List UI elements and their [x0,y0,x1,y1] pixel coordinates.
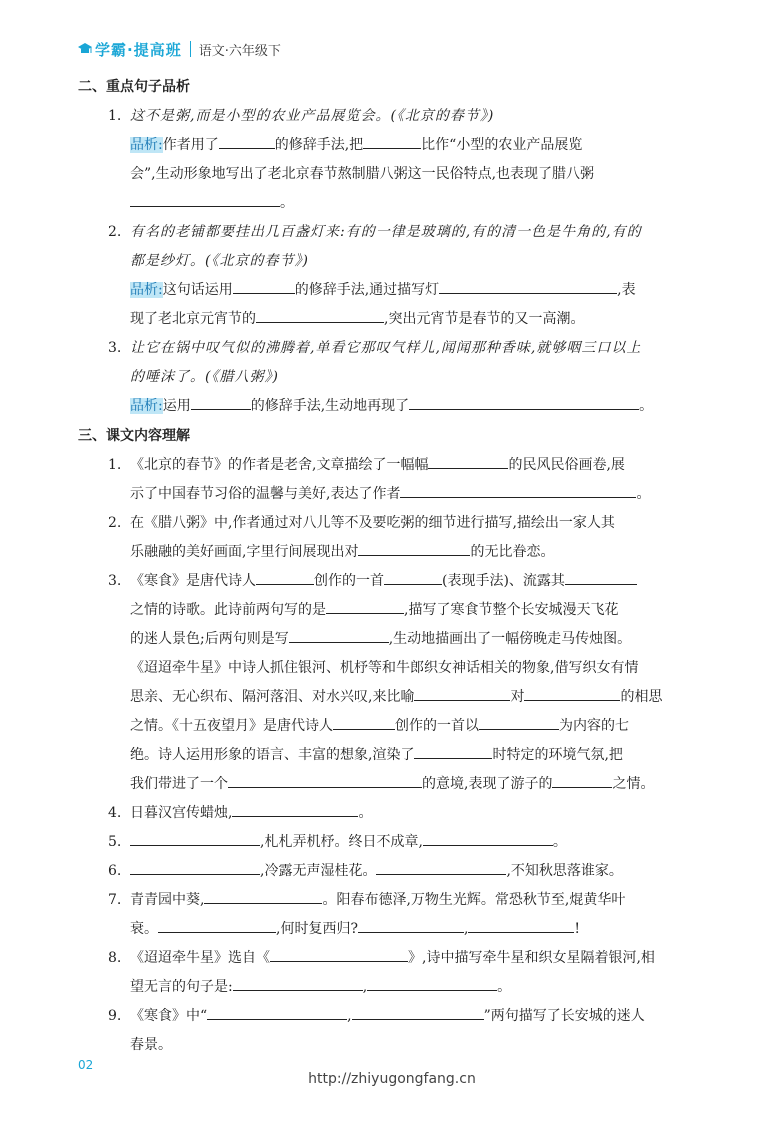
text: , [463,921,469,937]
answer-blank[interactable] [479,715,559,730]
text: 运用 [162,398,191,414]
text: ,突出元宵节是春节的又一高潮。 [384,311,585,327]
question-number: 2. [108,515,122,531]
text: 之情。 [612,776,655,792]
text: 。 [552,834,567,850]
text: 春景。 [130,1037,172,1053]
text: 思亲、无心织布、隔河落泪、对水兴叹,来比喻 [130,689,415,705]
answer-blank[interactable] [333,715,395,730]
answer-blank[interactable] [130,192,280,207]
page-header [78,38,281,60]
text: 青青园中葵, [130,892,205,908]
question-continuation [78,480,718,509]
answer-blank[interactable] [524,686,620,701]
analysis-line [78,392,718,421]
text: 时特定的环境气氛,把 [492,747,623,763]
answer-blank[interactable] [130,831,260,846]
answer-blank[interactable] [358,541,470,556]
text: ,何时复西归? [276,921,358,937]
text: 《迢迢牵牛星》中诗人抓住银河、机杼等和牛郎织女神话相关的物象,借写织女有情 [130,660,639,676]
question-number: 5. [108,834,122,850]
quote-text: 这不是粥,而是小型的农业产品展览会。(《北京的春节》) [130,108,495,124]
analysis-line [78,131,718,160]
answer-blank[interactable] [289,628,389,643]
answer-blank[interactable] [423,831,553,846]
question-number: 7. [108,892,122,908]
question-s3-5 [78,828,718,857]
question-continuation [78,712,718,741]
question-continuation [78,770,718,799]
text: 》,诗中描写牵牛星和织女星隔着银河,相 [408,950,655,966]
answer-blank[interactable] [358,918,464,933]
question-continuation [78,538,718,567]
question-s3-6 [78,857,718,886]
text: 《北京的春节》的作者是老舍,文章描绘了一幅幅 [130,457,429,473]
text: 创作的一首以 [395,718,479,734]
answer-blank[interactable] [428,454,508,469]
quote-text: 的唾沫了。(《腊八粥》) [130,369,279,385]
question-number: 9. [108,1008,122,1024]
question-number: 4. [108,805,122,821]
question-s3-1 [78,451,718,480]
text: 。 [639,398,654,414]
answer-blank[interactable] [256,308,384,323]
text: 这句话运用 [162,282,233,298]
text: ,表 [617,282,636,298]
question-number: 2. [108,224,122,240]
question-number: 8. [108,950,122,966]
brand-title: 学霸·提高班 [95,40,182,59]
text: 。 [497,979,512,995]
question-s3-8 [78,944,718,973]
text: 《迢迢牵牛星》选自《 [130,950,270,966]
section-title-2: 二、重点句子品析 [78,79,190,95]
answer-blank[interactable] [191,395,251,410]
answer-blank[interactable] [158,918,276,933]
analysis-label: 品析: [130,282,163,298]
text: 对 [510,689,525,705]
question-continuation [78,596,718,625]
question-continuation [78,683,718,712]
footer-url[interactable]: http://zhiyugongfang.cn [308,1071,476,1087]
analysis-line [78,189,718,218]
text: 。阳春布德泽,万物生光辉。常恐秋节至,焜黄华叶 [322,892,626,908]
quote-continuation [78,363,718,392]
text: 会”,生动形象地写出了老北京春节熬制腊八粥这一民俗特点,也表现了腊八粥 [130,166,595,182]
quote-continuation [78,247,718,276]
text: 的修辞手法,生动地再现了 [250,398,410,414]
question-number: 1. [108,108,122,124]
question-continuation [78,741,718,770]
answer-blank[interactable] [376,860,506,875]
text: , [362,979,368,995]
text: 《寒食》是唐代诗人 [130,573,256,589]
question-s3-3 [78,567,718,596]
answer-blank[interactable] [384,570,442,585]
text: ,描写了寒食节整个长安城漫天飞花 [404,602,619,618]
text: 比作“小型的农业产品展览 [421,137,583,153]
analysis-line [78,276,718,305]
text: 《寒食》中“ [130,1008,208,1024]
question-continuation [78,973,718,1002]
question-number: 3. [108,340,122,356]
answer-blank[interactable] [204,889,322,904]
text: 之情的诗歌。此诗前两句写的是 [130,602,326,618]
text: ,札札弄机杼。终日不成章, [260,834,423,850]
analysis-line [78,305,718,334]
question-s3-9 [78,1002,718,1031]
subject-label: 语文·六年级下 [198,43,281,59]
answer-blank[interactable] [232,802,358,817]
text: ,冷露无声湿桂花。 [260,863,377,879]
text: 日暮汉宫传蜡烛, [130,805,233,821]
page-number: 02 [78,1058,94,1072]
text: 的民风民俗画卷,展 [508,457,625,473]
section-title-3: 三、课文内容理解 [78,428,190,444]
question-s3-7 [78,886,718,915]
text: ”两句描写了长安城的迷人 [483,1008,645,1024]
text: 的相思 [620,689,663,705]
question-number: 6. [108,863,122,879]
question-continuation [78,915,718,944]
answer-blank[interactable] [228,773,422,788]
answer-blank[interactable] [414,686,510,701]
answer-blank[interactable] [256,570,314,585]
answer-blank[interactable] [468,918,574,933]
text: 创作的一首 [314,573,384,589]
question-continuation [78,1031,718,1060]
text: 的无比眷恋。 [470,544,555,560]
question-number: 3. [108,573,122,589]
text: 示了中国春节习俗的温馨与美好,表达了作者 [130,486,401,502]
text: 在《腊八粥》中,作者通过对八儿等不及要吃粥的细节进行描写,描绘出一家人其 [130,515,615,531]
text: , [347,1008,352,1024]
question-continuation [78,625,718,654]
analysis-label: 品析: [130,398,163,414]
worksheet-body [78,76,718,1060]
answer-blank[interactable] [233,279,295,294]
question-s2-2 [78,218,718,247]
question-number: 1. [108,457,122,473]
analysis-label: 品析: [130,137,163,153]
answer-blank[interactable] [233,976,363,991]
text: ,生动地描画出了一幅傍晚走马传烛图。 [388,631,632,647]
text: 为内容的七 [559,718,629,734]
text: 绝。诗人运用形象的语言、丰富的想象,渲染了 [130,747,415,763]
text: 现了老北京元宵节的 [130,311,256,327]
answer-blank[interactable] [414,744,492,759]
question-s3-2 [78,509,718,538]
text: ,不知秋思落谁家。 [506,863,623,879]
text: 。 [280,195,294,211]
answer-blank[interactable] [565,570,637,585]
graduation-cap-icon [78,42,92,56]
answer-blank[interactable] [439,279,617,294]
text: 。 [358,805,373,821]
answer-blank[interactable] [552,773,612,788]
answer-blank[interactable] [130,860,260,875]
text: 。 [636,486,651,502]
answer-blank[interactable] [219,134,275,149]
answer-blank[interactable] [409,395,639,410]
text: 我们带进了一个 [130,776,228,792]
question-s3-4 [78,799,718,828]
text: 的修辞手法,通过描写灯 [294,282,440,298]
question-s2-1 [78,102,718,131]
answer-blank[interactable] [367,976,497,991]
question-s2-3 [78,334,718,363]
text: 乐融融的美好画面,字里行间展现出对 [130,544,359,560]
answer-blank[interactable] [363,134,421,149]
quote-text: 让它在锅中叹气似的沸腾着,单看它那叹气样儿,闻闻那种香味,就够咽三口以上 [130,340,642,356]
analysis-line [78,160,718,189]
text: 之情。《十五夜望月》是唐代诗人 [130,718,333,734]
text: (表现手法)、流露其 [442,573,565,589]
text: 的意境,表现了游子的 [422,776,553,792]
text: 的修辞手法,把 [274,137,364,153]
quote-text: 有名的老铺都要挂出几百盏灯来:有的一律是玻璃的,有的清一色是牛角的,有的 [130,224,642,240]
question-continuation [78,654,718,683]
quote-text: 都是纱灯。(《北京的春节》) [130,253,309,269]
text: 作者用了 [162,137,219,153]
text: 的迷人景色;后两句则是写 [130,631,289,647]
text: 衰。 [130,921,158,937]
answer-blank[interactable] [270,947,408,962]
header-divider [190,41,191,57]
answer-blank[interactable] [207,1005,347,1020]
answer-blank[interactable] [326,599,404,614]
answer-blank[interactable] [352,1005,484,1020]
answer-blank[interactable] [400,483,636,498]
text: ! [574,921,581,937]
text: 望无言的句子是: [130,979,233,995]
